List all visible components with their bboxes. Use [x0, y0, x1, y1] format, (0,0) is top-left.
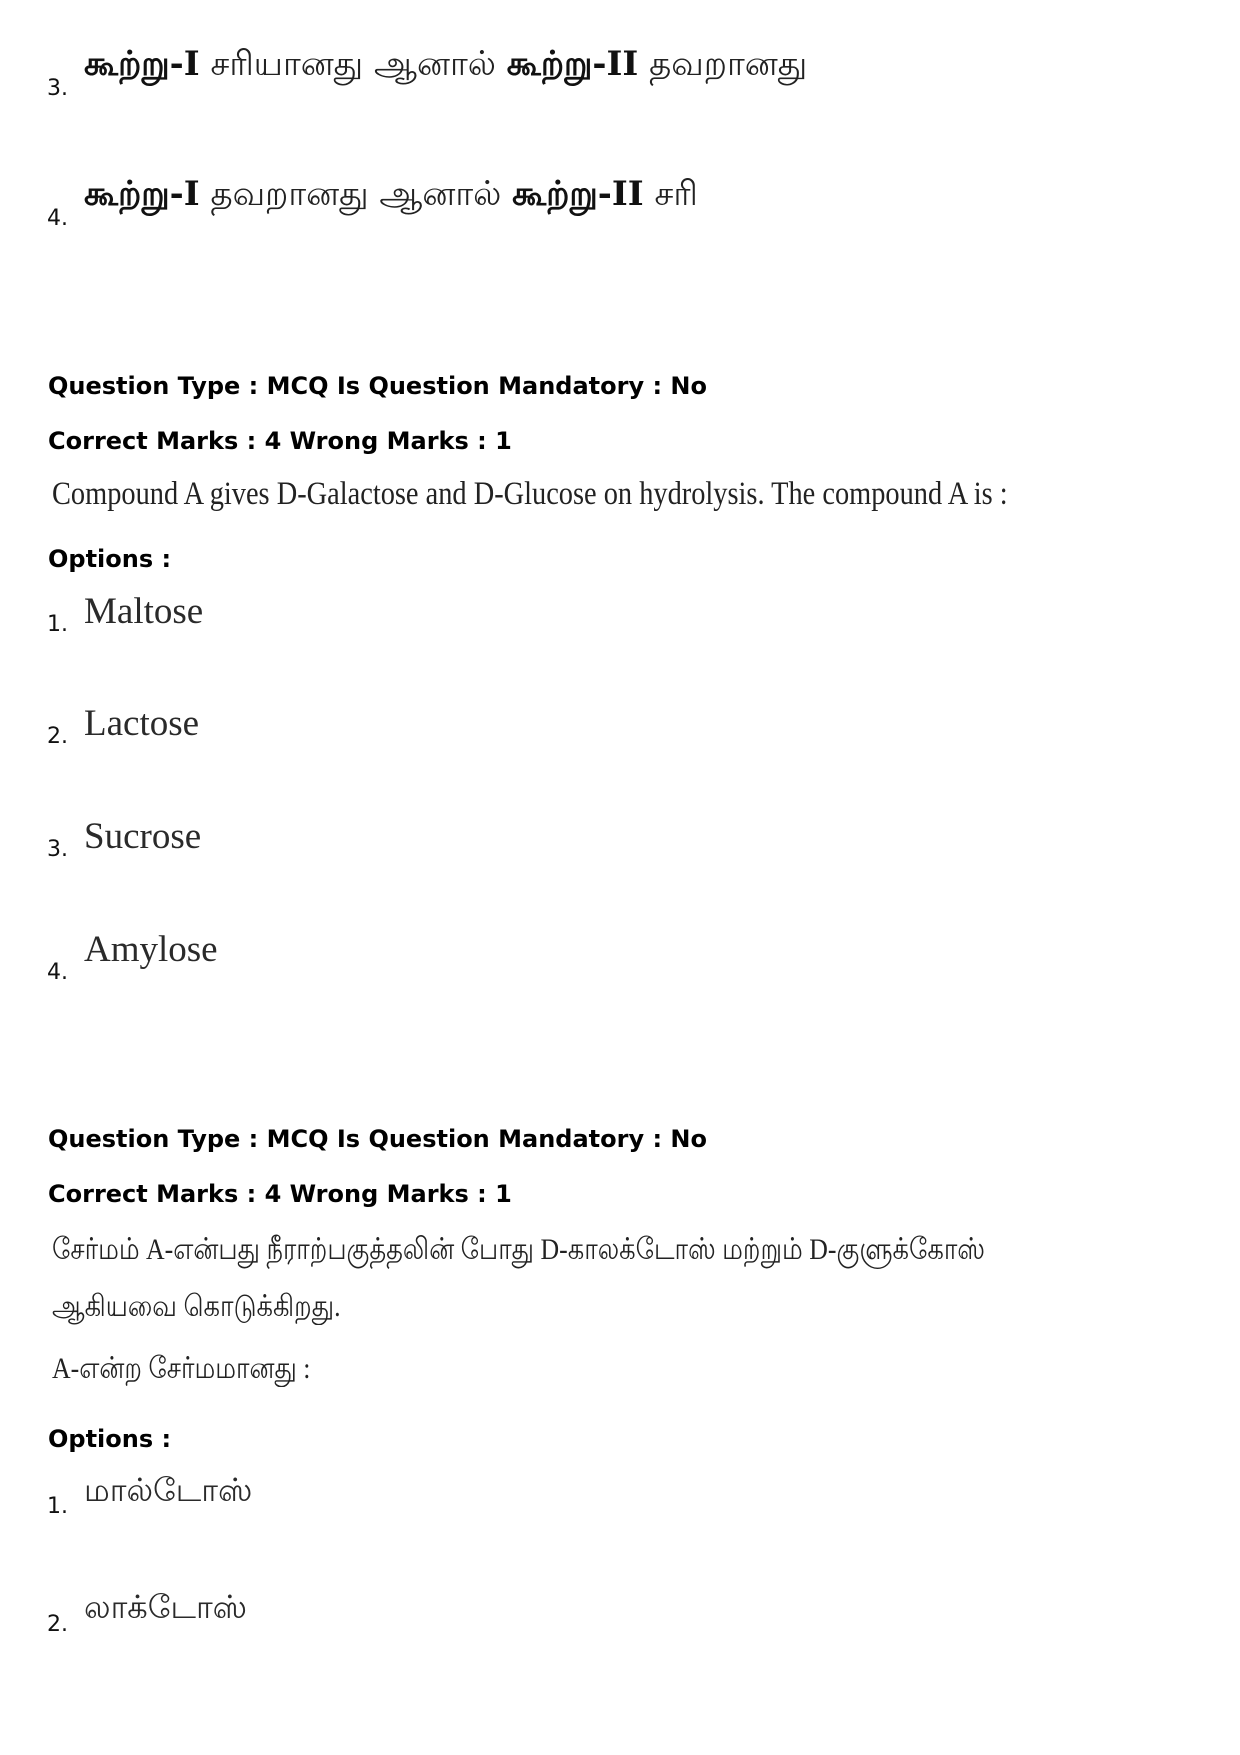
statement-label: கூற்று-II [506, 44, 639, 84]
option-number: 4. [47, 960, 68, 985]
option-number: 3. [47, 837, 68, 862]
statement-text: சரி [654, 174, 698, 214]
option-text[interactable]: லாக்டோஸ் [84, 1588, 248, 1626]
options-label: Options : [48, 1425, 172, 1453]
option-text[interactable] [84, 174, 698, 218]
question-text-line: சேர்மம் A-என்பது நீராற்பகுத்தலின் போது D-காலக்டோஸ் மற்றும் D-குளுக்கோஸ் [52, 1233, 986, 1266]
option-number: 4. [47, 206, 68, 231]
option-text[interactable]: மால்டோஸ் [84, 1471, 253, 1509]
question-text-line: ஆகியவை கொடுக்கிறது. [52, 1290, 341, 1323]
option-number: 2. [47, 1612, 68, 1637]
option-number: 2. [47, 724, 68, 749]
question-text-line: A-என்ற சேர்மமானது : [52, 1352, 311, 1385]
question-type-line: Question Type : MCQ Is Question Mandatory : No [48, 1125, 707, 1153]
options-label: Options : [48, 545, 172, 573]
question-text: Compound A gives D-Galactose and D-Glucose on hydrolysis. The compound A is : [52, 476, 1008, 512]
option-number: 1. [47, 1494, 68, 1519]
statement-text: தவறானது [649, 44, 808, 84]
marks-line: Correct Marks : 4 Wrong Marks : 1 [48, 1180, 512, 1208]
option-number: 3. [47, 76, 68, 101]
option-text[interactable]: Sucrose [84, 816, 202, 857]
option-text[interactable]: Maltose [84, 591, 204, 632]
option-number: 1. [47, 612, 68, 637]
statement-text: தவறானது ஆனால் [210, 174, 502, 214]
statement-text: சரியானது ஆனால் [210, 44, 496, 84]
option-text[interactable] [84, 44, 807, 88]
question-type-line: Question Type : MCQ Is Question Mandatory : No [48, 372, 707, 400]
option-text[interactable]: Lactose [84, 703, 200, 744]
statement-label: கூற்று-II [512, 174, 644, 214]
option-text[interactable]: Amylose [84, 929, 218, 970]
statement-label: கூற்று-I [84, 174, 200, 214]
statement-label: கூற்று-I [84, 44, 200, 84]
marks-line: Correct Marks : 4 Wrong Marks : 1 [48, 427, 512, 455]
